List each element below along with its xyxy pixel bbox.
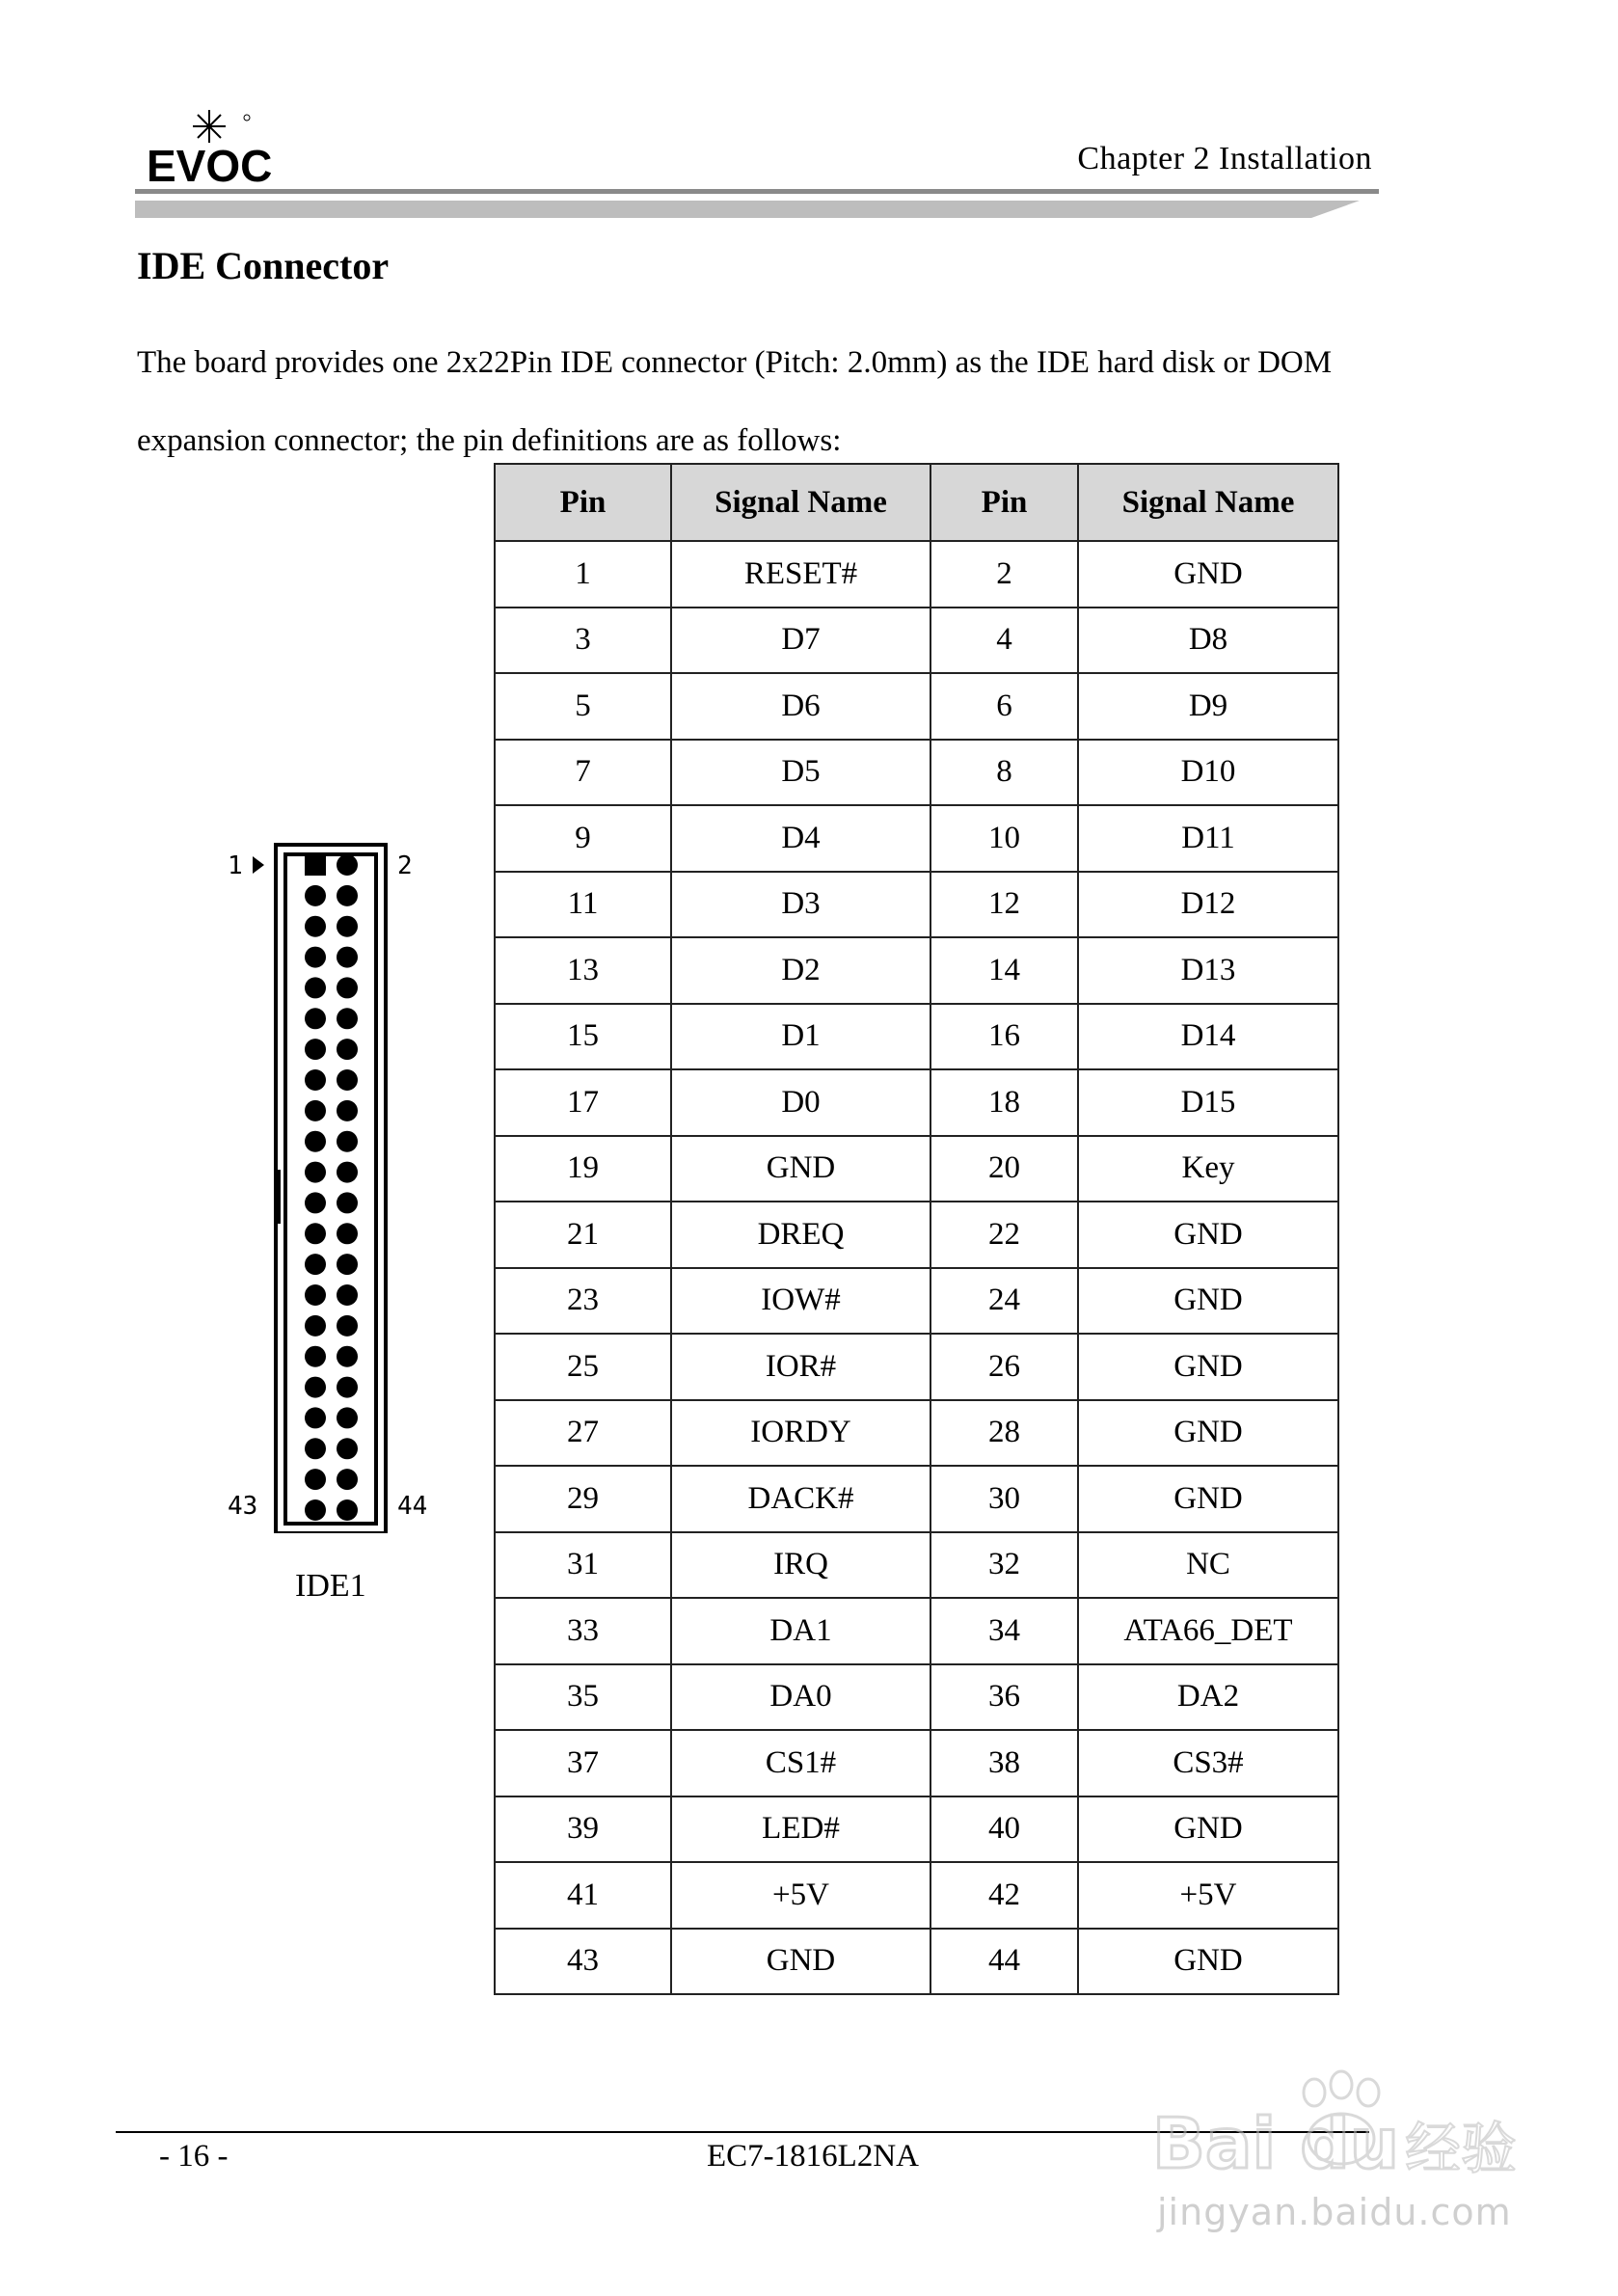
chapter-heading: Chapter 2 Installation [1077, 141, 1372, 176]
diagram-caption: IDE1 [295, 1568, 366, 1604]
pin-dot-odd [305, 1100, 326, 1121]
table-row [495, 1862, 1338, 1929]
table-row [495, 1664, 1338, 1731]
svg-text:EVOC: EVOC [147, 141, 272, 185]
table-row [495, 1202, 1338, 1268]
signal-name-cell: DA1 [671, 1598, 930, 1664]
pin-dot-even [337, 885, 358, 906]
document-model: EC7-1816L2NA [707, 2139, 919, 2174]
pin-number-cell: 15 [495, 1004, 671, 1070]
connector-key-notch [274, 1170, 281, 1224]
table-row [495, 1069, 1338, 1136]
pin-dot-odd [305, 1192, 326, 1213]
pin-dot-even [337, 1069, 358, 1091]
connector-outer-frame [276, 845, 386, 1533]
pin-number-cell: 13 [495, 937, 671, 1004]
signal-name-cell: IORDY [671, 1400, 930, 1467]
pin-dot-even [337, 1100, 358, 1121]
pin-dot-odd [305, 1469, 326, 1490]
pin-number-cell: 37 [495, 1730, 671, 1796]
pin-dot-odd [305, 1346, 326, 1367]
evoc-logo [147, 108, 272, 185]
pin-number-cell: 26 [930, 1334, 1078, 1400]
signal-name-cell: D9 [1078, 673, 1338, 740]
header-pin: Pin [495, 464, 671, 541]
signal-name-cell: GND [1078, 1400, 1338, 1467]
pin-definition-table [494, 463, 1339, 1995]
svg-text:Bai du: Bai du [1152, 2103, 1400, 2184]
table-row [495, 1598, 1338, 1664]
signal-name-cell: Key [1078, 1136, 1338, 1202]
pin-dot-even [337, 1254, 358, 1275]
pin-number-cell: 5 [495, 673, 671, 740]
pin-number-cell: 42 [930, 1862, 1078, 1929]
pin-dot-even [337, 1192, 358, 1213]
signal-name-cell: D3 [671, 872, 930, 938]
pin-dot-odd [305, 1223, 326, 1244]
pin-number-cell: 18 [930, 1069, 1078, 1136]
pin-number-cell: 41 [495, 1862, 671, 1929]
signal-name-cell: CS1# [671, 1730, 930, 1796]
table-row [495, 1532, 1338, 1599]
pin-dot-even [337, 1223, 358, 1244]
signal-name-cell: D10 [1078, 740, 1338, 806]
signal-name-cell: D2 [671, 937, 930, 1004]
section-title: IDE Connector [137, 244, 390, 287]
pin-1-square [305, 854, 326, 876]
pin-dot-even [337, 1162, 358, 1183]
pin-number-cell: 9 [495, 805, 671, 872]
pin-dot-odd [305, 1407, 326, 1428]
watermark-url: jingyan.baidu.com [1157, 2191, 1512, 2233]
signal-name-cell: IOR# [671, 1334, 930, 1400]
signal-name-cell: DA2 [1078, 1664, 1338, 1731]
pin-dot-even [337, 1407, 358, 1428]
signal-name-cell: D1 [671, 1004, 930, 1070]
signal-name-cell: +5V [671, 1862, 930, 1929]
pin-dot-odd [305, 1131, 326, 1152]
pin-dot-odd [305, 1284, 326, 1306]
table-row [495, 1268, 1338, 1335]
intro-paragraph: The board provides one 2x22Pin IDE connector (Pitch: 2.0mm) as the IDE hard disk or DOM expansion connector; the pin definitions are as follows: [137, 345, 1333, 458]
signal-name-cell: GND [1078, 1796, 1338, 1863]
pin-dot-odd [305, 947, 326, 968]
pin-dot-even [337, 1469, 358, 1490]
signal-name-cell: GND [1078, 1929, 1338, 1995]
table-row [495, 1730, 1338, 1796]
signal-name-cell: NC [1078, 1532, 1338, 1599]
pin-number-cell: 14 [930, 937, 1078, 1004]
pin-dot-odd [305, 1315, 326, 1337]
pin-number-cell: 40 [930, 1796, 1078, 1863]
header-pin: Pin [930, 464, 1078, 541]
header-signal-name: Signal Name [671, 464, 930, 541]
pin-number-cell: 34 [930, 1598, 1078, 1664]
signal-name-cell: IOW# [671, 1268, 930, 1335]
pin-number-cell: 17 [495, 1069, 671, 1136]
pin-number-cell: 43 [495, 1929, 671, 1995]
header-rule [135, 189, 1379, 228]
signal-name-cell: D13 [1078, 937, 1338, 1004]
pin44-label: 44 [397, 1492, 428, 1521]
ide-connector-diagram [222, 839, 444, 1533]
pin-dot-odd [305, 1069, 326, 1091]
pin-dot-odd [305, 885, 326, 906]
pin-dot-even [337, 947, 358, 968]
signal-name-cell: ATA66_DET [1078, 1598, 1338, 1664]
table-row [495, 1796, 1338, 1863]
pin-number-cell: 27 [495, 1400, 671, 1467]
pin-number-cell: 21 [495, 1202, 671, 1268]
pin-number-cell: 36 [930, 1664, 1078, 1731]
signal-name-cell: IRQ [671, 1532, 930, 1599]
pin-number-cell: 22 [930, 1202, 1078, 1268]
pin1-marker-icon [253, 856, 264, 874]
pin-number-cell: 11 [495, 872, 671, 938]
table-row [495, 805, 1338, 872]
signal-name-cell: D0 [671, 1069, 930, 1136]
table-header-row [495, 464, 1338, 541]
pin-dot-odd [305, 1499, 326, 1521]
signal-name-cell: DA0 [671, 1664, 930, 1731]
signal-name-cell: D8 [1078, 608, 1338, 674]
pin-number-cell: 30 [930, 1466, 1078, 1532]
pin-number-cell: 33 [495, 1598, 671, 1664]
pin-dot-even [337, 1315, 358, 1337]
table-row [495, 1466, 1338, 1532]
pin-number-cell: 20 [930, 1136, 1078, 1202]
pin-dot-odd [305, 1438, 326, 1459]
table-row [495, 872, 1338, 938]
page-number: - 16 - [159, 2139, 229, 2174]
pin-dot-even [337, 1131, 358, 1152]
pin-dot-odd [305, 1162, 326, 1183]
signal-name-cell: DACK# [671, 1466, 930, 1532]
pin-dot-even [337, 977, 358, 998]
pin-number-cell: 32 [930, 1532, 1078, 1599]
pin-number-cell: 8 [930, 740, 1078, 806]
pin-number-cell: 44 [930, 1929, 1078, 1995]
pin-number-cell: 29 [495, 1466, 671, 1532]
signal-name-cell: GND [1078, 1268, 1338, 1335]
pin-dot-odd [305, 1377, 326, 1398]
connector-inner-frame [285, 854, 376, 1524]
pin-number-cell: 6 [930, 673, 1078, 740]
table-row [495, 1334, 1338, 1400]
pin-number-cell: 23 [495, 1268, 671, 1335]
signal-name-cell: GND [671, 1136, 930, 1202]
pin-dot-even [337, 1039, 358, 1060]
signal-name-cell: GND [1078, 1202, 1338, 1268]
pin1-label: 1 [228, 851, 243, 880]
signal-name-cell: GND [1078, 1334, 1338, 1400]
signal-name-cell: D4 [671, 805, 930, 872]
signal-name-cell: +5V [1078, 1862, 1338, 1929]
pin-number-cell: 12 [930, 872, 1078, 938]
signal-name-cell: D15 [1078, 1069, 1338, 1136]
table-row [495, 1136, 1338, 1202]
signal-name-cell: GND [1078, 1466, 1338, 1532]
table-row [495, 1004, 1338, 1070]
signal-name-cell: GND [671, 1929, 930, 1995]
pin-number-cell: 10 [930, 805, 1078, 872]
pin-dot-even [337, 1284, 358, 1306]
pin-number-cell: 16 [930, 1004, 1078, 1070]
table-row [495, 673, 1338, 740]
signal-name-cell: D6 [671, 673, 930, 740]
pin-number-cell: 3 [495, 608, 671, 674]
table-row [495, 1400, 1338, 1467]
pin-number-cell: 28 [930, 1400, 1078, 1467]
signal-name-cell: LED# [671, 1796, 930, 1863]
pin-dot-even [337, 916, 358, 937]
pin-dot-even [337, 854, 358, 876]
table-row [495, 541, 1338, 608]
pin-number-cell: 38 [930, 1730, 1078, 1796]
pin-number-cell: 4 [930, 608, 1078, 674]
pin-number-cell: 2 [930, 541, 1078, 608]
signal-name-cell: GND [1078, 541, 1338, 608]
signal-name-cell: CS3# [1078, 1730, 1338, 1796]
table-row [495, 740, 1338, 806]
pin-number-cell: 39 [495, 1796, 671, 1863]
pin-dot-odd [305, 1039, 326, 1060]
signal-name-cell: DREQ [671, 1202, 930, 1268]
pin-number-cell: 19 [495, 1136, 671, 1202]
svg-text:经验: 经验 [1405, 2116, 1518, 2181]
pin-dot-even [337, 1377, 358, 1398]
table-row [495, 937, 1338, 1004]
signal-name-cell: RESET# [671, 541, 930, 608]
pin43-label: 43 [228, 1492, 258, 1521]
pin-dot-odd [305, 1008, 326, 1029]
pin-number-cell: 31 [495, 1532, 671, 1599]
pin-dot-even [337, 1499, 358, 1521]
pin-dot-odd [305, 977, 326, 998]
table-row [495, 1929, 1338, 1995]
table-row [495, 608, 1338, 674]
signal-name-cell: D14 [1078, 1004, 1338, 1070]
pin2-label: 2 [397, 851, 413, 880]
signal-name-cell: D7 [671, 608, 930, 674]
signal-name-cell: D5 [671, 740, 930, 806]
header-signal-name: Signal Name [1078, 464, 1338, 541]
pin-dot-even [337, 1008, 358, 1029]
signal-name-cell: D12 [1078, 872, 1338, 938]
pin-dot-odd [305, 916, 326, 937]
pin-dot-even [337, 1438, 358, 1459]
pin-number-cell: 1 [495, 541, 671, 608]
signal-name-cell: D11 [1078, 805, 1338, 872]
pin-number-cell: 24 [930, 1268, 1078, 1335]
pin-number-cell: 35 [495, 1664, 671, 1731]
pin-number-cell: 7 [495, 740, 671, 806]
pin-dot-odd [305, 1254, 326, 1275]
pin-dot-even [337, 1346, 358, 1367]
pin-number-cell: 25 [495, 1334, 671, 1400]
